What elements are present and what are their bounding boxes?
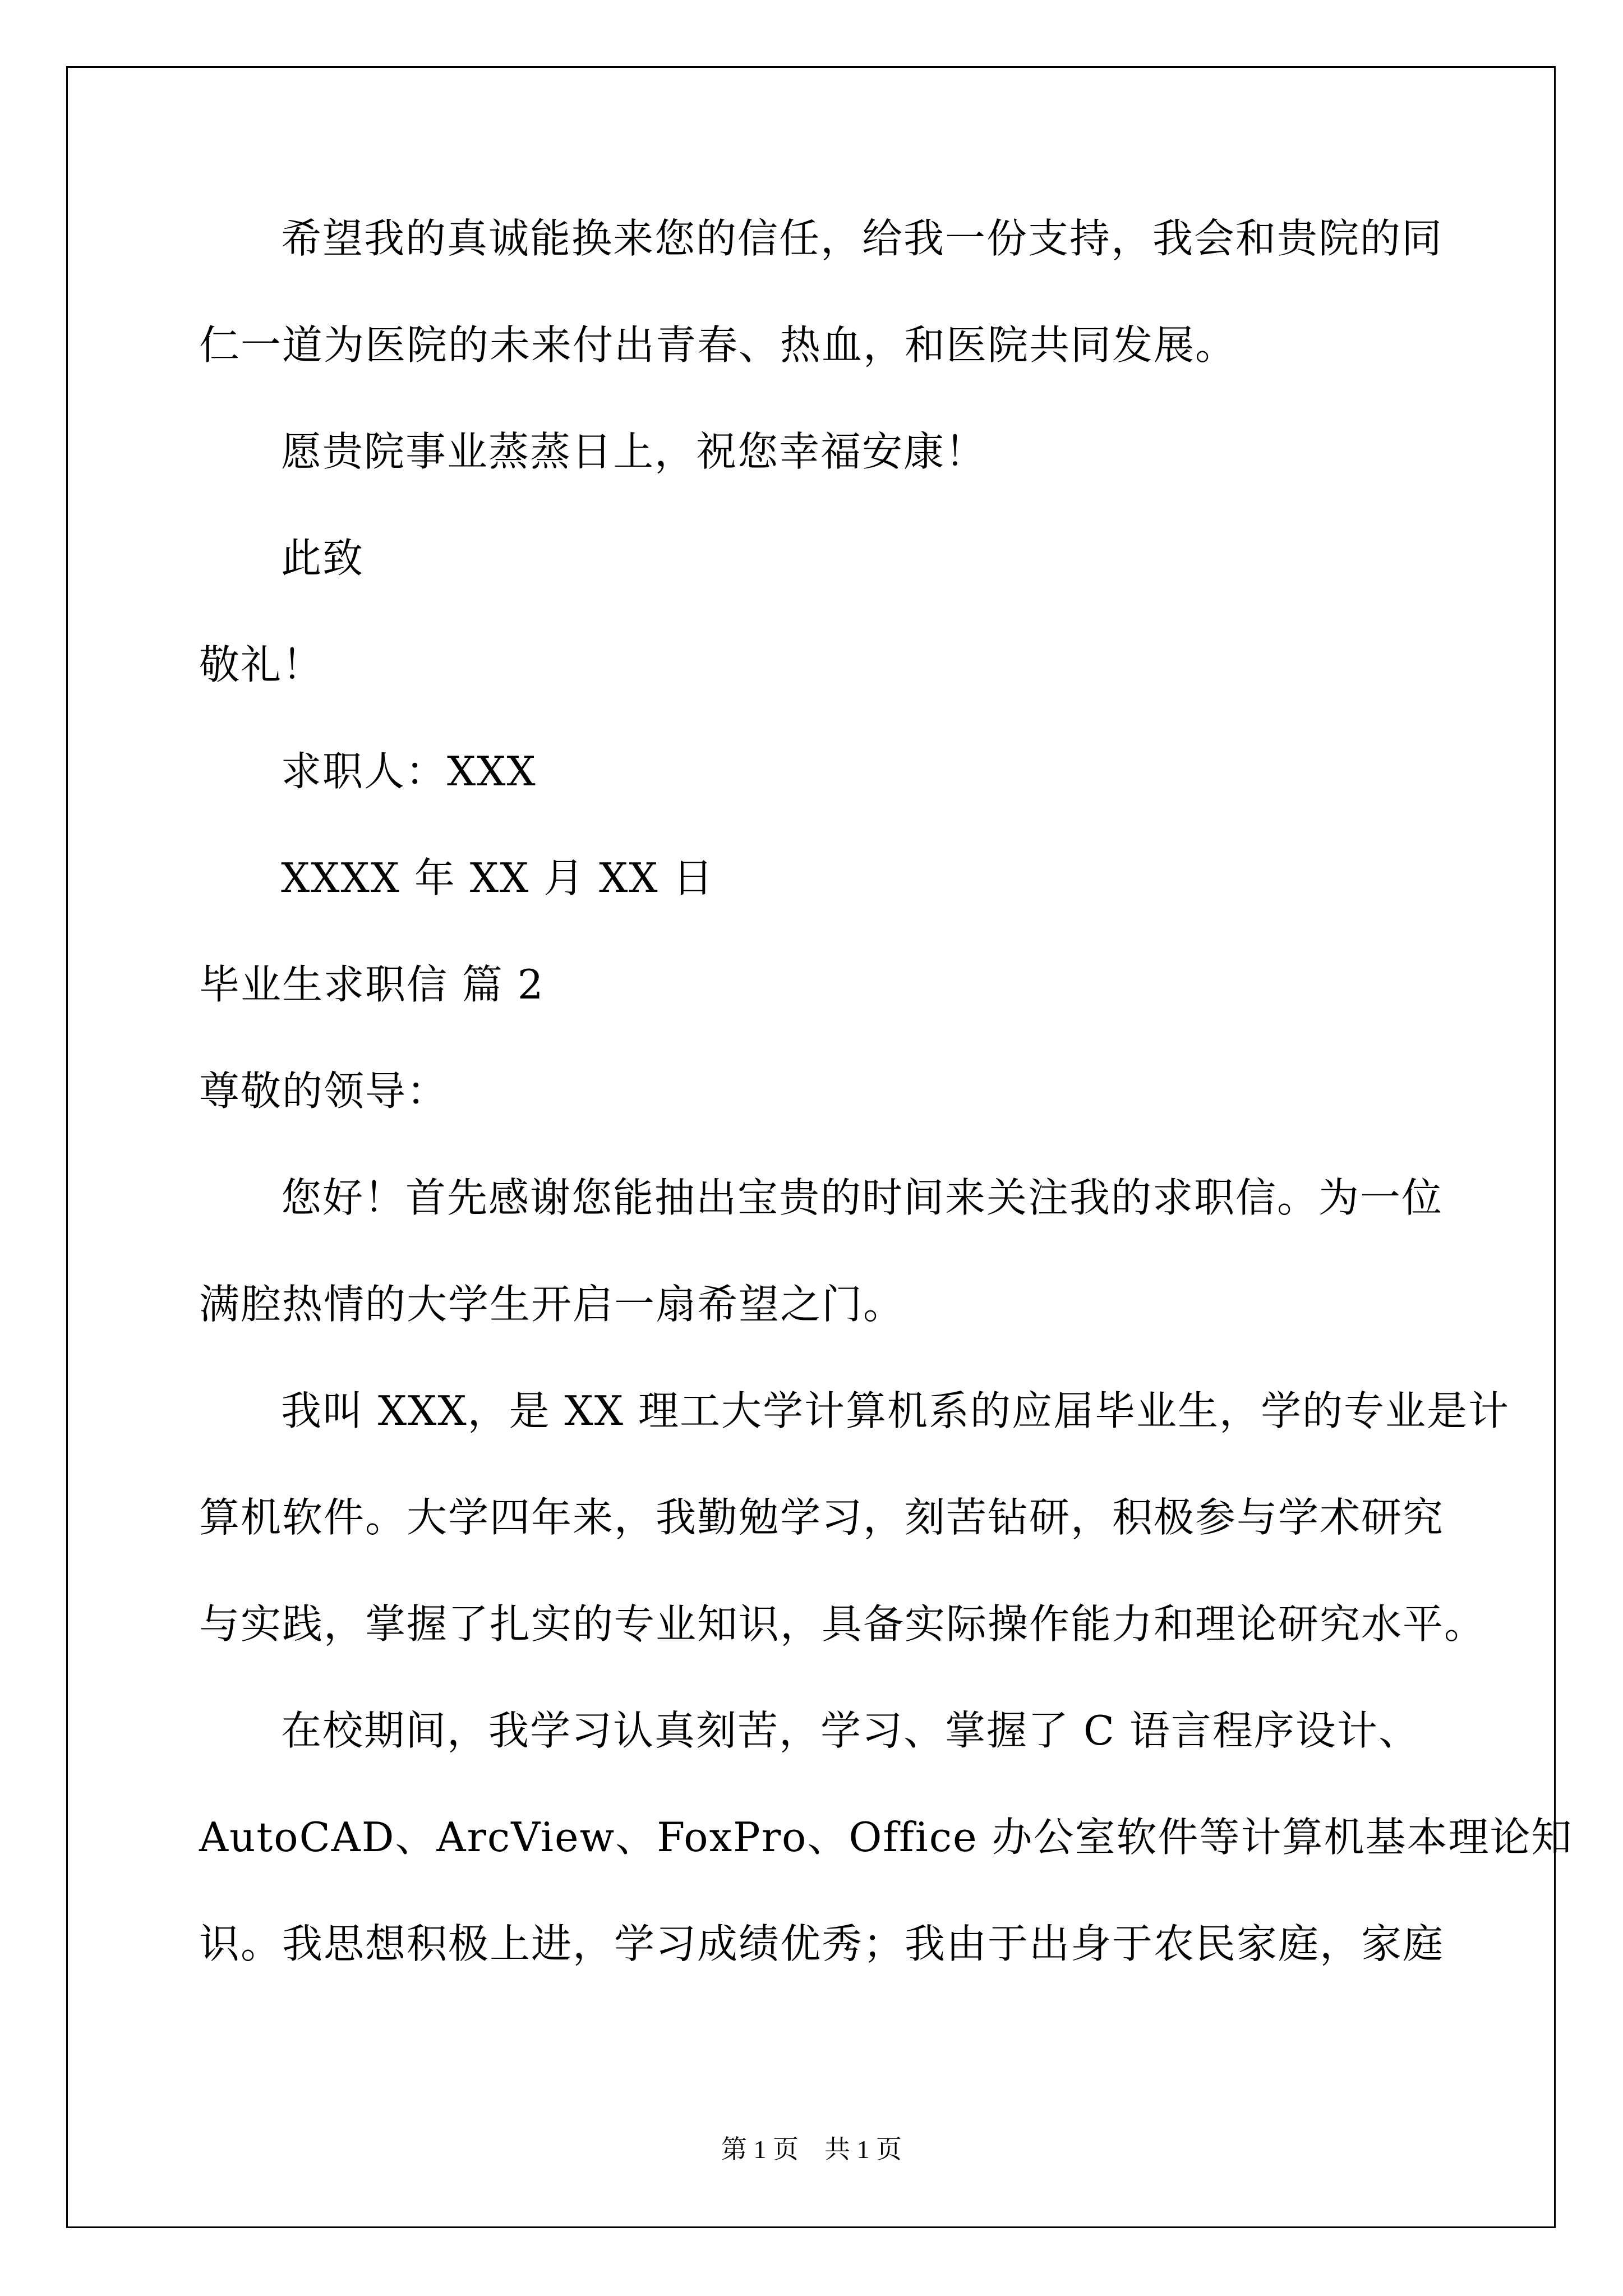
paragraph-line: 识。我思想积极上进，学习成绩优秀；我由于出身于农民家庭，家庭 xyxy=(199,1920,1445,1967)
paragraph-line: 希望我的真诚能换来您的信任，给我一份支持，我会和贵院的同 xyxy=(281,215,1444,262)
paragraph-line: 您好！首先感谢您能抽出宝贵的时间来关注我的求职信。为一位 xyxy=(281,1174,1444,1221)
salutation-line: 敬礼！ xyxy=(199,641,324,688)
paragraph-line: AutoCAD、ArcView、FoxPro、Office 办公室软件等计算机基本理论知 xyxy=(199,1814,1573,1861)
paragraph-line: 愿贵院事业蒸蒸日上，祝您幸福安康！ xyxy=(281,428,987,475)
paragraph-line: 算机软件。大学四年来，我勤勉学习，刻苦钻研，积极参与学术研究 xyxy=(199,1494,1445,1541)
paragraph-line: 我叫 XXX，是 XX 理工大学计算机系的应届毕业生，学的专业是计 xyxy=(281,1387,1510,1434)
greeting-line: 尊敬的领导： xyxy=(199,1068,449,1115)
document-body xyxy=(199,213,1573,2025)
paragraph-line: 在校期间，我学习认真刻苦，学习、掌握了 C 语言程序设计、 xyxy=(281,1707,1420,1754)
page-footer: 第 1 页 共 1 页 xyxy=(721,2135,902,2164)
salutation-line: 此致 xyxy=(281,535,365,582)
paragraph-line: 与实践，掌握了扎实的专业知识，具备实际操作能力和理论研究水平。 xyxy=(199,1600,1486,1648)
date-line: XXXX 年 XX 月 XX 日 xyxy=(281,854,714,901)
paragraph-line: 满腔热情的大学生开启一扇希望之门。 xyxy=(199,1281,905,1328)
paragraph-line: 仁一道为医院的未来付出青春、热血，和医院共同发展。 xyxy=(199,321,1237,369)
signature-line: 求职人：XXX xyxy=(281,748,537,795)
section-heading: 毕业生求职信 篇 2 xyxy=(199,961,545,1008)
